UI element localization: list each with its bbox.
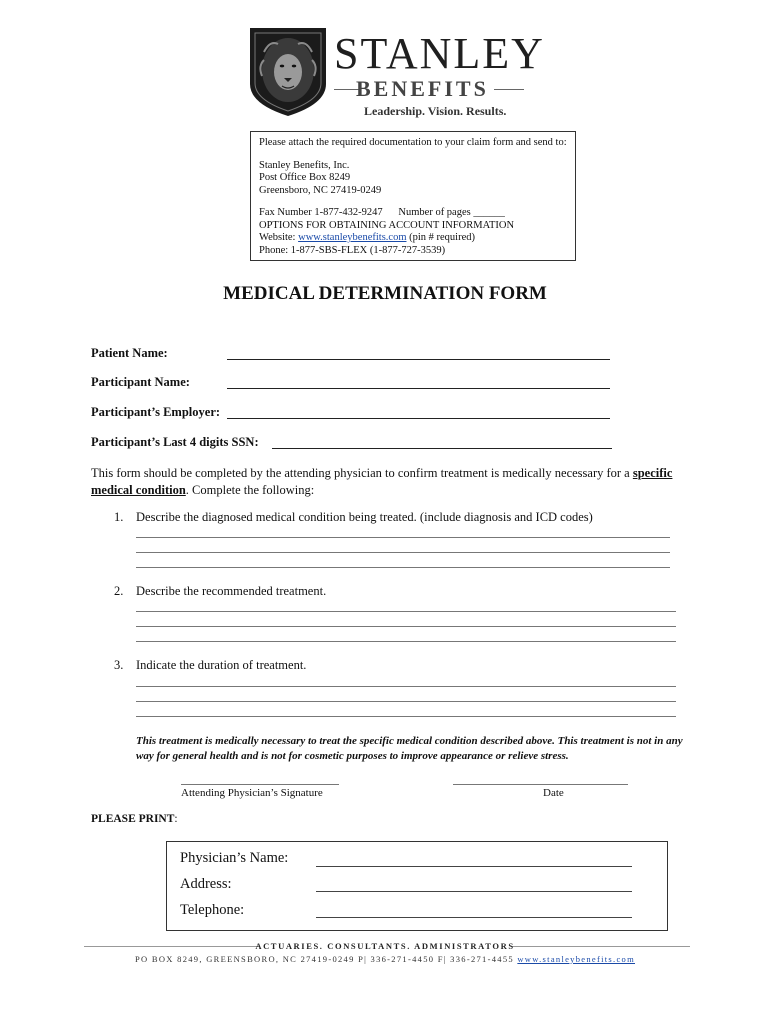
- attach-instruction: Please attach the required documentation to your claim form and send to:: [259, 137, 567, 148]
- physician-telephone-field[interactable]: [316, 917, 632, 918]
- question-1-line-3[interactable]: [136, 567, 670, 568]
- brand-subname: BENEFITS: [356, 76, 489, 101]
- number-of-pages: Number of pages ______: [398, 207, 505, 218]
- brand-tagline: Leadership. Vision. Results.: [364, 104, 507, 118]
- pin-note: (pin # required): [406, 232, 476, 243]
- city-state-zip: Greensboro, NC 27419-0249: [259, 184, 382, 196]
- medical-necessity-statement: This treatment is medically necessary to treat the specific medical condition described above. This treatment is not in any way for general health and is not for cosmetic purposes to improve appearance or relieve stress.: [136, 735, 683, 762]
- please-print-label: [91, 813, 178, 825]
- physician-signature-field[interactable]: [181, 784, 339, 785]
- participant-ssn-field[interactable]: [272, 448, 612, 449]
- question-3-line-1[interactable]: [136, 686, 676, 687]
- fax-line: [259, 207, 567, 220]
- brand-rule-right: [494, 89, 524, 90]
- participant-ssn-label: Participant’s Last 4 digits SSN:: [91, 435, 259, 449]
- question-3-line-2[interactable]: [136, 701, 676, 702]
- options-heading: OPTIONS FOR OBTAINING ACCOUNT INFORMATION: [259, 219, 515, 231]
- fax-number: Fax Number 1-877-432-9247: [259, 207, 383, 218]
- footer-address-phone: PO BOX 8249, GREENSBORO, NC 27419-0249 P| 336-271-4450 F| 336-271-4455: [135, 954, 518, 964]
- physician-telephone-label: Telephone:: [180, 902, 245, 918]
- physician-name-label: Physician’s Name:: [180, 850, 289, 866]
- lion-shield-icon: [244, 26, 332, 118]
- participant-employer-label: Participant’s Employer:: [91, 405, 221, 419]
- question-2-line-2[interactable]: [136, 626, 676, 627]
- date-field[interactable]: [453, 784, 628, 785]
- question-1-number: 1.: [114, 510, 124, 524]
- instructions-text-1: This form should be completed by the attending physician to confirm treatment is medically necessary for a: [91, 466, 633, 480]
- website-label: Website:: [259, 232, 299, 243]
- question-1-line-1[interactable]: [136, 537, 670, 538]
- po-box: Post Office Box 8249: [259, 172, 351, 183]
- question-1-line-2[interactable]: [136, 552, 670, 553]
- physician-signature-label: Attending Physician’s Signature: [181, 787, 323, 799]
- participant-name-label: Participant Name:: [91, 375, 190, 389]
- participant-name-field[interactable]: [227, 388, 610, 389]
- footer-contact: [0, 954, 770, 964]
- form-title: MEDICAL DETERMINATION FORM: [223, 283, 547, 304]
- mailing-instructions-box: [250, 131, 576, 261]
- please-print-text: PLEASE PRINT: [91, 813, 175, 825]
- patient-name-field[interactable]: [227, 359, 610, 360]
- physician-name-field[interactable]: [316, 866, 632, 867]
- instructions-emphasis: specific medical condition: [91, 466, 673, 497]
- company-logo: [244, 24, 544, 120]
- physician-address-field[interactable]: [316, 891, 632, 892]
- footer-website-link[interactable]: www.stanleybenefits.com: [517, 954, 635, 964]
- phone-line: Phone: 1-877-SBS-FLEX (1-877-727-3539): [259, 244, 446, 256]
- question-3-text: Indicate the duration of treatment.: [136, 658, 307, 672]
- question-2-line-1[interactable]: [136, 611, 676, 612]
- footer-tagline: ACTUARIES. CONSULTANTS. ADMINISTRATORS: [255, 941, 515, 951]
- website-line: [259, 232, 567, 245]
- instructions-text-2: . Complete the following:: [185, 483, 315, 497]
- patient-name-label: Patient Name:: [91, 346, 168, 360]
- instructions-paragraph: [91, 465, 681, 499]
- question-3-number: 3.: [114, 658, 124, 672]
- question-2-number: 2.: [114, 584, 124, 598]
- company-name: Stanley Benefits, Inc.: [259, 159, 350, 171]
- question-3-line-3[interactable]: [136, 716, 676, 717]
- brand-name: STANLEY: [334, 29, 545, 78]
- website-link[interactable]: www.stanleybenefits.com: [298, 232, 407, 243]
- date-label: Date: [543, 787, 564, 799]
- question-1-text: Describe the diagnosed medical condition being treated. (include diagnosis and ICD codes): [136, 510, 593, 524]
- question-2-line-3[interactable]: [136, 641, 676, 642]
- participant-employer-field[interactable]: [227, 418, 610, 419]
- please-print-colon: :: [174, 813, 178, 825]
- question-2-text: Describe the recommended treatment.: [136, 584, 327, 598]
- physician-address-label: Address:: [180, 876, 232, 892]
